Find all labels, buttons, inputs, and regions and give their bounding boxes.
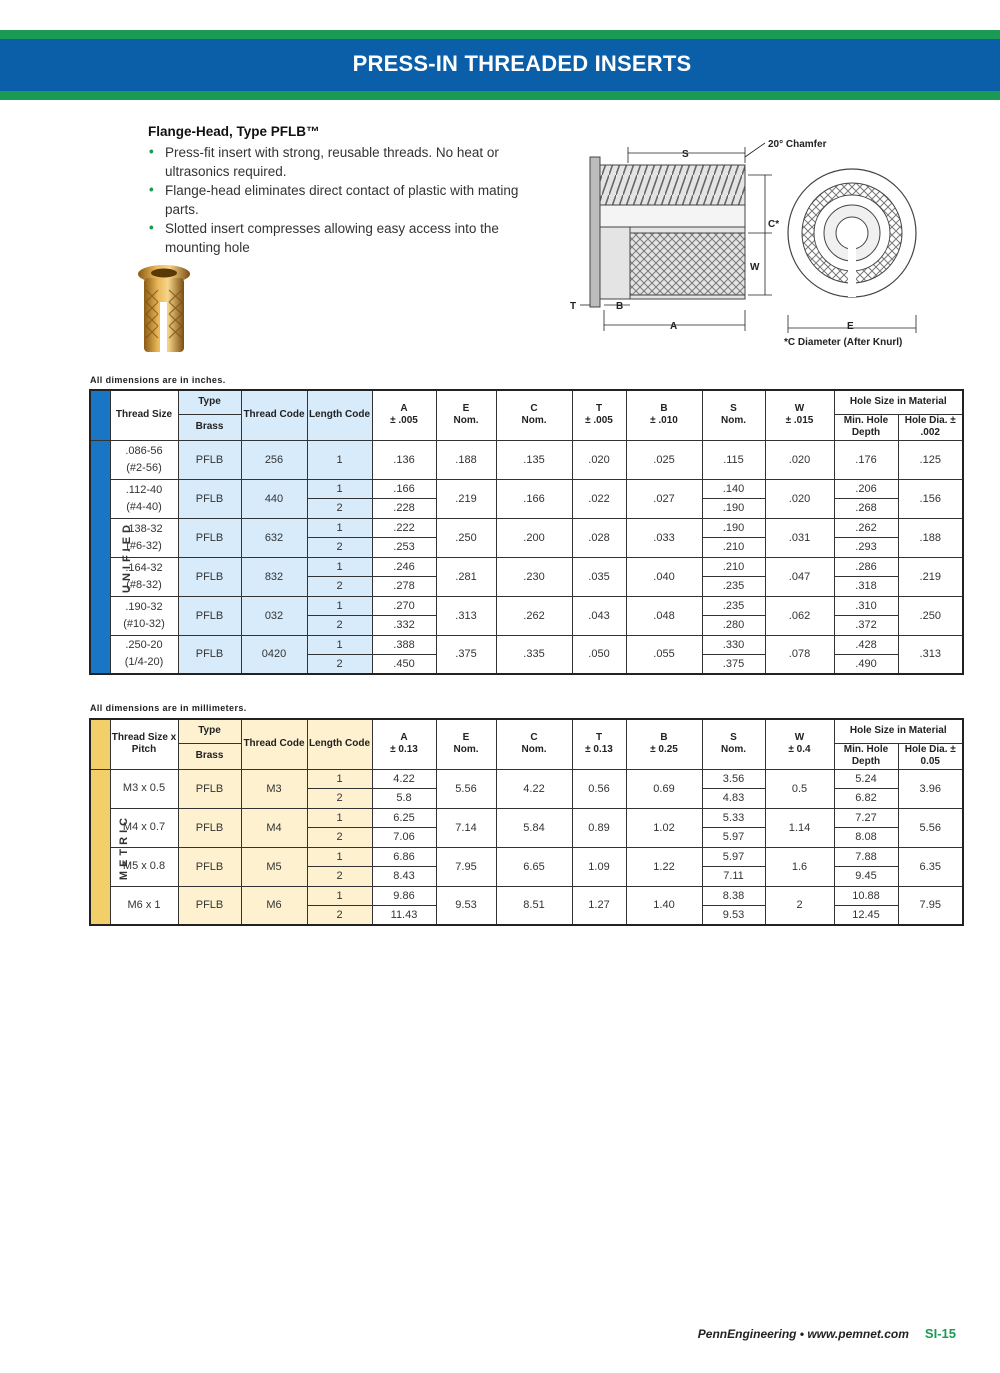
- cell-length-code: 1: [307, 557, 372, 577]
- thread-size-text: .250-20: [125, 639, 163, 652]
- cell-a: .450: [372, 655, 436, 675]
- cell-a: .166: [372, 479, 436, 499]
- table-row: [90, 557, 963, 577]
- cell-c: .262: [496, 596, 572, 635]
- cell-s: .210: [702, 557, 765, 577]
- cell-thread-size: [110, 440, 178, 479]
- cell-b: 1.02: [626, 808, 702, 847]
- bullet-icon: •: [149, 182, 154, 197]
- cell-hole-dia: .156: [898, 479, 963, 518]
- thread-size-text: M4 x 0.7: [122, 821, 166, 833]
- metric-dimensions-table: [89, 718, 964, 926]
- table-row: [90, 518, 963, 538]
- header-thread-code: Thread Code: [241, 719, 307, 769]
- table-row: [90, 635, 963, 655]
- cell-thread-code: 032: [241, 596, 307, 635]
- header-type: Type: [178, 719, 241, 743]
- cell-length-code: 2: [307, 828, 372, 848]
- cell-hole-dia: .219: [898, 557, 963, 596]
- cell-a: .136: [372, 440, 436, 479]
- cell-s: 8.38: [702, 886, 765, 906]
- thread-size-text: M6 x 1: [127, 898, 161, 911]
- table-row: [90, 847, 963, 867]
- metric-units-note: All dimensions are in millimeters.: [90, 703, 247, 713]
- cell-e: .219: [436, 479, 496, 518]
- cell-a: 8.43: [372, 867, 436, 887]
- cell-t: 0.56: [572, 769, 626, 808]
- cell-hole-dia: .188: [898, 518, 963, 557]
- unified-dimensions-table: [89, 389, 964, 675]
- table-header-row: [90, 719, 963, 743]
- table-row: [90, 596, 963, 616]
- cell-e: 7.95: [436, 847, 496, 886]
- cell-length-code: 2: [307, 616, 372, 636]
- cell-e: 9.53: [436, 886, 496, 925]
- feature-text: Flange-head eliminates direct contact of plastic with mating parts.: [165, 183, 519, 217]
- bullet-icon: •: [149, 144, 154, 159]
- cell-thread-size: [110, 635, 178, 674]
- chamfer-label: 20° Chamfer: [768, 139, 827, 150]
- cell-length-code: 2: [307, 499, 372, 519]
- cell-type: PFLB: [178, 769, 241, 808]
- cell-length-code: 2: [307, 538, 372, 558]
- cell-s: .280: [702, 616, 765, 636]
- header-s: S Nom.: [702, 719, 765, 769]
- table-row: [90, 808, 963, 828]
- thread-size-alt-text: (#8-32): [126, 578, 162, 591]
- header-hole-size: Hole Size in Material: [834, 719, 963, 743]
- cell-t: .043: [572, 596, 626, 635]
- cell-w: .031: [765, 518, 834, 557]
- cell-min-depth: .318: [834, 577, 898, 597]
- cell-b: .040: [626, 557, 702, 596]
- cell-min-depth: 10.88: [834, 886, 898, 906]
- dim-c-label: C*: [768, 219, 780, 230]
- cell-s: .235: [702, 577, 765, 597]
- cell-hole-dia: 6.35: [898, 847, 963, 886]
- cell-t: .020: [572, 440, 626, 479]
- page-number: SI-15: [924, 1326, 956, 1341]
- bullet-icon: •: [149, 220, 154, 235]
- header-thread-size: Thread Size x Pitch: [110, 719, 178, 769]
- product-intro: [148, 124, 548, 257]
- thread-size-text: .190-32: [125, 600, 163, 613]
- cell-a: 6.86: [372, 847, 436, 867]
- cell-a: 5.8: [372, 789, 436, 809]
- banner-bottom-stripe: [0, 91, 1000, 100]
- feature-list: [148, 143, 548, 257]
- header-hole-dia: Hole Dia. ± 0.05: [898, 743, 963, 769]
- cell-a: 9.86: [372, 886, 436, 906]
- cell-type: PFLB: [178, 847, 241, 886]
- cell-min-depth: 6.82: [834, 789, 898, 809]
- cell-length-code: 1: [307, 886, 372, 906]
- cell-hole-dia: .313: [898, 635, 963, 674]
- table-row: [90, 440, 963, 479]
- cell-thread-code: 832: [241, 557, 307, 596]
- cell-min-depth: 9.45: [834, 867, 898, 887]
- cell-c: .200: [496, 518, 572, 557]
- cell-min-depth: .293: [834, 538, 898, 558]
- side-spacer: [90, 719, 110, 769]
- thread-size-alt-text: (#2-56): [126, 461, 162, 474]
- cell-thread-code: 632: [241, 518, 307, 557]
- cell-a: .270: [372, 596, 436, 616]
- cell-c: 4.22: [496, 769, 572, 808]
- cell-a: .228: [372, 499, 436, 519]
- cell-s: .115: [702, 440, 765, 479]
- header-s: S Nom.: [702, 390, 765, 440]
- cell-thread-code: M3: [241, 769, 307, 808]
- header-min-depth: Min. Hole Depth: [834, 743, 898, 769]
- cell-e: 7.14: [436, 808, 496, 847]
- cell-min-depth: .286: [834, 557, 898, 577]
- cell-min-depth: .268: [834, 499, 898, 519]
- thread-size-text: .112-40: [125, 483, 163, 496]
- feature-item: [148, 219, 548, 257]
- cell-t: 0.89: [572, 808, 626, 847]
- insert-photo: [128, 262, 200, 358]
- cell-min-depth: .310: [834, 596, 898, 616]
- cell-w: .062: [765, 596, 834, 635]
- table-header-row: [90, 390, 963, 414]
- dim-e-label: E: [847, 321, 854, 332]
- header-hole-size: Hole Size in Material: [834, 390, 963, 414]
- cell-thread-code: M5: [241, 847, 307, 886]
- cell-length-code: 2: [307, 789, 372, 809]
- cell-s: .190: [702, 499, 765, 519]
- cell-e: .375: [436, 635, 496, 674]
- cell-thread-code: 256: [241, 440, 307, 479]
- thread-size-alt-text: (#10-32): [123, 617, 165, 630]
- banner-top-stripe: [0, 30, 1000, 39]
- cell-min-depth: 7.88: [834, 847, 898, 867]
- cell-c: 6.65: [496, 847, 572, 886]
- cell-w: .020: [765, 479, 834, 518]
- thread-size-text: .164-32: [125, 561, 163, 574]
- header-type-brass: Brass: [178, 414, 241, 440]
- header-a: A ± .005: [372, 390, 436, 440]
- cell-b: 0.69: [626, 769, 702, 808]
- cell-b: .055: [626, 635, 702, 674]
- cell-w: .078: [765, 635, 834, 674]
- cell-s: .210: [702, 538, 765, 558]
- dim-b-label: B: [616, 301, 624, 312]
- thread-size-text: M5 x 0.8: [122, 860, 166, 872]
- side-label-text: METRIC: [118, 813, 131, 880]
- cell-a: .332: [372, 616, 436, 636]
- header-c: C Nom.: [496, 390, 572, 440]
- cell-length-code: 1: [307, 635, 372, 655]
- cell-b: .033: [626, 518, 702, 557]
- cell-length-code: 2: [307, 577, 372, 597]
- header-w: W ± .015: [765, 390, 834, 440]
- cell-min-depth: 8.08: [834, 828, 898, 848]
- cell-t: .028: [572, 518, 626, 557]
- cell-w: 2: [765, 886, 834, 925]
- cell-a: 6.25: [372, 808, 436, 828]
- cell-thread-size: [110, 769, 178, 808]
- cell-s: 7.11: [702, 867, 765, 887]
- header-thread-size: Thread Size: [110, 390, 178, 440]
- cell-b: .048: [626, 596, 702, 635]
- cell-s: 5.97: [702, 828, 765, 848]
- cell-s: 4.83: [702, 789, 765, 809]
- cell-a: .246: [372, 557, 436, 577]
- drawing-footnote: *C Diameter (After Knurl): [784, 337, 903, 348]
- cell-t: .035: [572, 557, 626, 596]
- cell-c: .135: [496, 440, 572, 479]
- cell-min-depth: .490: [834, 655, 898, 675]
- cell-b: 1.22: [626, 847, 702, 886]
- cell-e: .188: [436, 440, 496, 479]
- dim-s-label: S: [682, 149, 689, 160]
- cell-thread-size: [110, 479, 178, 518]
- cell-s: .235: [702, 596, 765, 616]
- header-a: A ± 0.13: [372, 719, 436, 769]
- cell-s: 5.33: [702, 808, 765, 828]
- cell-thread-size: [110, 886, 178, 925]
- cell-min-depth: .372: [834, 616, 898, 636]
- dim-t-label: T: [570, 301, 577, 312]
- cell-length-code: 1: [307, 518, 372, 538]
- thread-size-alt-text: (1/4-20): [124, 656, 164, 669]
- cell-min-depth: 12.45: [834, 906, 898, 926]
- side-label-text: UNIFIED: [121, 520, 133, 593]
- header-t: T ± .005: [572, 390, 626, 440]
- cell-min-depth: .428: [834, 635, 898, 655]
- cell-hole-dia: .250: [898, 596, 963, 635]
- side-spacer: [90, 390, 110, 440]
- thread-size-text: M3 x 0.5: [122, 782, 166, 794]
- cell-b: 1.40: [626, 886, 702, 925]
- cell-min-depth: .176: [834, 440, 898, 479]
- thread-size-alt-text: (#6-32): [126, 539, 162, 552]
- cell-a: 7.06: [372, 828, 436, 848]
- dimension-drawing: [560, 135, 930, 350]
- cell-type: PFLB: [178, 886, 241, 925]
- cell-length-code: 1: [307, 479, 372, 499]
- cell-thread-code: M6: [241, 886, 307, 925]
- header-b: B ± .010: [626, 390, 702, 440]
- cell-a: .278: [372, 577, 436, 597]
- cell-min-depth: .206: [834, 479, 898, 499]
- feature-text: Press-fit insert with strong, reusable threads. No heat or ultrasonics required.: [165, 145, 499, 179]
- table-row: [90, 769, 963, 789]
- cell-thread-code: M4: [241, 808, 307, 847]
- cell-w: 1.14: [765, 808, 834, 847]
- cell-length-code: 2: [307, 867, 372, 887]
- cell-w: 0.5: [765, 769, 834, 808]
- cell-c: 8.51: [496, 886, 572, 925]
- cell-e: .250: [436, 518, 496, 557]
- cell-s: 3.56: [702, 769, 765, 789]
- cell-a: .388: [372, 635, 436, 655]
- table-side-label: [90, 440, 133, 674]
- cell-thread-size: [110, 596, 178, 635]
- cell-s: 9.53: [702, 906, 765, 926]
- cell-length-code: 1: [307, 440, 372, 479]
- header-e: E Nom.: [436, 390, 496, 440]
- cell-b: .025: [626, 440, 702, 479]
- cell-length-code: 2: [307, 906, 372, 926]
- thread-size-text: .138-32: [125, 522, 163, 535]
- cell-length-code: 2: [307, 655, 372, 675]
- cell-c: .335: [496, 635, 572, 674]
- cell-t: 1.09: [572, 847, 626, 886]
- cell-hole-dia: 7.95: [898, 886, 963, 925]
- header-b: B ± 0.25: [626, 719, 702, 769]
- page-footer: [698, 1326, 956, 1341]
- unified-units-note: All dimensions are in inches.: [90, 375, 226, 385]
- cell-length-code: 1: [307, 808, 372, 828]
- feature-text: Slotted insert compresses allowing easy access into the mounting hole: [165, 221, 499, 255]
- cell-min-depth: 7.27: [834, 808, 898, 828]
- thread-size-text: .086-56: [125, 444, 163, 457]
- cell-thread-code: 0420: [241, 635, 307, 674]
- cell-t: .050: [572, 635, 626, 674]
- header-w: W ± 0.4: [765, 719, 834, 769]
- cell-type: PFLB: [178, 808, 241, 847]
- cell-type: PFLB: [178, 479, 241, 518]
- cell-min-depth: 5.24: [834, 769, 898, 789]
- cell-type: PFLB: [178, 596, 241, 635]
- cell-b: .027: [626, 479, 702, 518]
- cell-t: .022: [572, 479, 626, 518]
- cell-c: 5.84: [496, 808, 572, 847]
- cell-s: .140: [702, 479, 765, 499]
- header-length-code: Length Code: [307, 390, 372, 440]
- cell-t: 1.27: [572, 886, 626, 925]
- header-t: T ± 0.13: [572, 719, 626, 769]
- cell-type: PFLB: [178, 518, 241, 557]
- header-type-brass: Brass: [178, 743, 241, 769]
- footer-brand: PennEngineering • www.pemnet.com: [697, 1327, 909, 1341]
- cell-length-code: 1: [307, 769, 372, 789]
- cell-c: .166: [496, 479, 572, 518]
- dim-a-label: A: [670, 321, 678, 332]
- cell-w: 1.6: [765, 847, 834, 886]
- cell-s: .375: [702, 655, 765, 675]
- header-length-code: Length Code: [307, 719, 372, 769]
- cell-s: .190: [702, 518, 765, 538]
- dim-w-label: W: [750, 262, 760, 273]
- thread-size-alt-text: (#4-40): [126, 500, 162, 513]
- header-thread-code: Thread Code: [241, 390, 307, 440]
- table-row: [90, 479, 963, 499]
- header-hole-dia: Hole Dia. ± .002: [898, 414, 963, 440]
- cell-min-depth: .262: [834, 518, 898, 538]
- cell-e: .313: [436, 596, 496, 635]
- cell-s: 5.97: [702, 847, 765, 867]
- feature-item: [148, 181, 548, 219]
- page-title: PRESS-IN THREADED INSERTS: [352, 51, 692, 76]
- cell-a: .222: [372, 518, 436, 538]
- header-e: E Nom.: [436, 719, 496, 769]
- cell-a: .253: [372, 538, 436, 558]
- feature-item: [148, 143, 548, 181]
- table-side-label: [90, 769, 131, 925]
- product-title: Flange-Head, Type PFLB™: [148, 124, 320, 139]
- header-c: C Nom.: [496, 719, 572, 769]
- header-type: Type: [178, 390, 241, 414]
- cell-hole-dia: 5.56: [898, 808, 963, 847]
- header-min-depth: Min. Hole Depth: [834, 414, 898, 440]
- cell-type: PFLB: [178, 635, 241, 674]
- cell-e: 5.56: [436, 769, 496, 808]
- cell-w: .047: [765, 557, 834, 596]
- cell-hole-dia: 3.96: [898, 769, 963, 808]
- cell-length-code: 1: [307, 596, 372, 616]
- cell-length-code: 1: [307, 847, 372, 867]
- cell-a: 4.22: [372, 769, 436, 789]
- cell-type: PFLB: [178, 440, 241, 479]
- cell-w: .020: [765, 440, 834, 479]
- cell-a: 11.43: [372, 906, 436, 926]
- table-row: [90, 886, 963, 906]
- cell-s: .330: [702, 635, 765, 655]
- cell-thread-code: 440: [241, 479, 307, 518]
- cell-hole-dia: .125: [898, 440, 963, 479]
- cell-c: .230: [496, 557, 572, 596]
- cell-e: .281: [436, 557, 496, 596]
- cell-type: PFLB: [178, 557, 241, 596]
